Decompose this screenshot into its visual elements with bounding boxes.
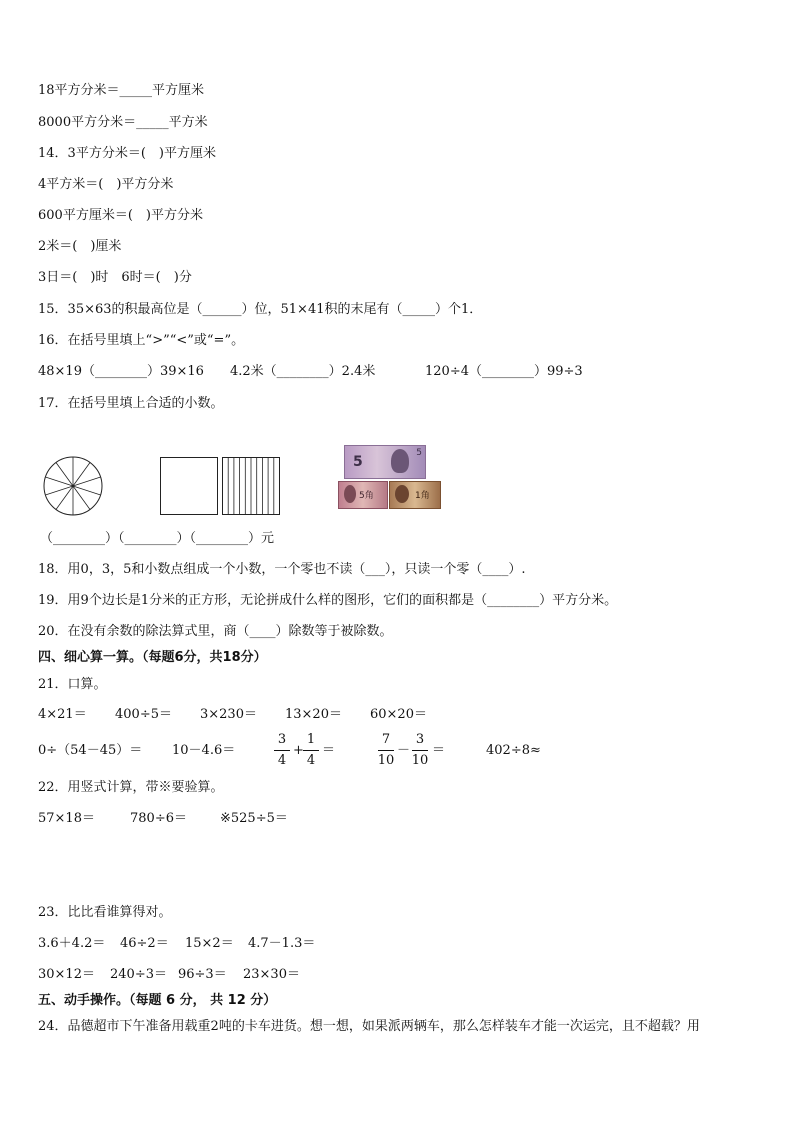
question-14: 14．3平方分米＝( )平方厘米 (38, 146, 216, 161)
oral-item: 3×230＝ (200, 707, 257, 722)
note-value: 5角 (359, 491, 374, 501)
question-22: 22．用竖式计算，带※要验算。 (38, 780, 224, 795)
calc-item: 240÷3＝ (110, 967, 167, 982)
oral-item: 13×20＝ (285, 707, 342, 722)
calc-item: 96÷3＝ (178, 967, 227, 982)
compare-item: 120÷4（________）99÷3 (425, 364, 583, 379)
one-jiao-note (389, 481, 441, 509)
fill-blank-5: 600平方厘米＝( )平方分米 (38, 208, 203, 223)
section-5-heading: 五、动手操作。（每题 6 分， 共 12 分） (38, 993, 277, 1008)
fill-blank-6: 2米＝( )厘米 (38, 239, 122, 254)
striped-square-figure (222, 457, 280, 515)
fraction: 7 10 (377, 732, 395, 768)
oral-item: 4×21＝ (38, 707, 87, 722)
calc-item: 3.6＋4.2＝ (38, 936, 106, 951)
portrait-icon (391, 449, 409, 473)
plus-sign: + (293, 743, 304, 758)
fill-blank-2: 8000平方分米＝_____平方米 (38, 115, 208, 130)
vertical-item: 57×18＝ (38, 811, 95, 826)
question-23: 23．比比看谁算得对。 (38, 905, 172, 920)
fill-blank-1: 18平方分米＝_____平方厘米 (38, 83, 205, 98)
fill-blank-4: 4平方米＝( )平方分米 (38, 177, 174, 192)
question-21: 21．口算。 (38, 677, 107, 692)
money-figure (338, 443, 442, 509)
calc-item: 30×12＝ (38, 967, 95, 982)
vertical-item: ※525÷5＝ (220, 811, 288, 826)
question-18: 18．用0，3，5和小数点组成一个小数，一个零也不读（___），只读一个零（____）. (38, 562, 526, 577)
fraction: 3 4 (273, 731, 291, 770)
compare-item: 48×19（________）39×16 (38, 364, 204, 379)
five-jiao-note (338, 481, 388, 509)
portrait-icon (395, 485, 409, 503)
question-24: 24．品德超市下午准备用载重2吨的卡车进货。想一想，如果派两辆车，那么怎样装车才能一次运完，且不超载？用 (38, 1019, 700, 1034)
compare-item: 4.2米（________）2.4米 (230, 364, 376, 379)
equals-sign: ＝ (322, 743, 336, 758)
oral-item: 60×20＝ (370, 707, 427, 722)
vertical-item: 780÷6＝ (130, 811, 187, 826)
question-17: 17．在括号里填上合适的小数。 (38, 396, 224, 411)
calc-item: 46÷2＝ (120, 936, 169, 951)
section-4-heading: 四、细心算一算。（每题6分，共18分） (38, 650, 267, 665)
note-value: 1角 (415, 491, 430, 501)
square-figure (160, 457, 218, 515)
calc-item: 4.7－1.3＝ (248, 936, 316, 951)
question-19: 19．用9个边长是1分米的正方形，无论拼成什么样的图形，它们的面积都是（________）平方分米。 (38, 593, 618, 608)
question-20: 20．在没有余数的除法算式里，商（____）除数等于被除数。 (38, 624, 393, 639)
note-value: 5 (353, 454, 363, 470)
oral-item: 402÷8≈ (486, 743, 541, 758)
fraction: 1 4 (302, 731, 320, 770)
oral-item: 10－4.6＝ (172, 743, 236, 758)
answer-blanks-17: （________）（________）（________）元 (40, 531, 275, 546)
oral-item: 400÷5＝ (115, 707, 172, 722)
fill-blank-7: 3日＝( )时 6时＝( )分 (38, 270, 192, 285)
portrait-icon (344, 485, 356, 503)
oral-item: 0÷（54－45）＝ (38, 743, 143, 758)
calc-item: 15×2＝ (185, 936, 234, 951)
five-yuan-note: 5 5 (344, 445, 426, 479)
question-16: 16．在括号里填上“>”“<”或“=”。 (38, 333, 245, 348)
equals-sign: ＝ (432, 743, 446, 758)
minus-sign: － (397, 743, 411, 758)
circle-fraction-figure (42, 455, 104, 517)
calc-item: 23×30＝ (243, 967, 300, 982)
fraction: 3 10 (411, 732, 429, 768)
question-15: 15．35×63的积最高位是（______）位，51×41积的末尾有（_____）个1． (38, 302, 483, 317)
